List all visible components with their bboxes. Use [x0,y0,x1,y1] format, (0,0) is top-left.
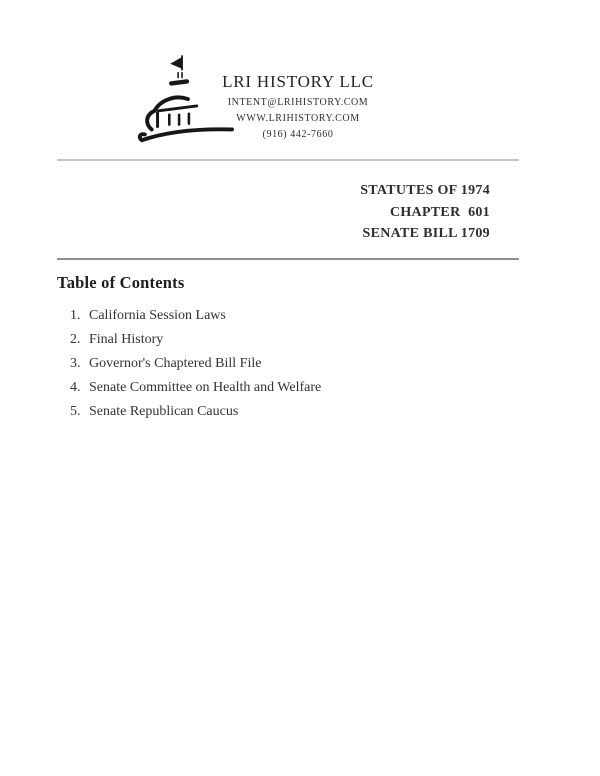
toc-item-governors-chaptered-bill-file [0,357,600,371]
toc-item-number: 4. [70,380,81,395]
toc-item-label: Senate Committee on Health and Welfare [89,380,322,395]
toc-item-number: 5. [70,404,81,419]
bill-reference [360,180,490,245]
chapter-line: CHAPTER 601 [389,204,490,220]
toc-item-senate-republican-caucus [0,405,600,419]
senate-bill-line: SENATE BILL 1709 [362,226,490,241]
company-phone: (916) 442-7660 [262,129,334,140]
divider-top [57,159,519,161]
toc-item-number: 3. [70,356,81,371]
company-name: LRI HISTORY LLC [222,72,374,91]
toc-item-final-history [0,333,600,347]
company-website: WWW.LRIHISTORY.COM [236,113,360,124]
toc-item-label: Final History [89,332,164,347]
statutes-line: STATUTES OF 1974 [360,183,490,198]
toc-item-number: 2. [70,332,81,347]
letterhead-text [198,72,398,143]
company-email: INTENT@LRIHISTORY.COM [227,97,369,108]
toc-item-label: Governor's Chaptered Bill File [89,356,262,371]
toc-list [0,309,600,429]
toc-item-senate-committee-health-welfare [0,381,600,395]
divider-bottom [57,258,519,260]
toc-item-california-session-laws [0,309,600,323]
toc-item-label: Senate Republican Caucus [89,404,239,419]
toc-title: Table of Contents [57,273,185,292]
toc-item-number: 1. [70,308,81,323]
toc-item-label: California Session Laws [89,308,226,323]
